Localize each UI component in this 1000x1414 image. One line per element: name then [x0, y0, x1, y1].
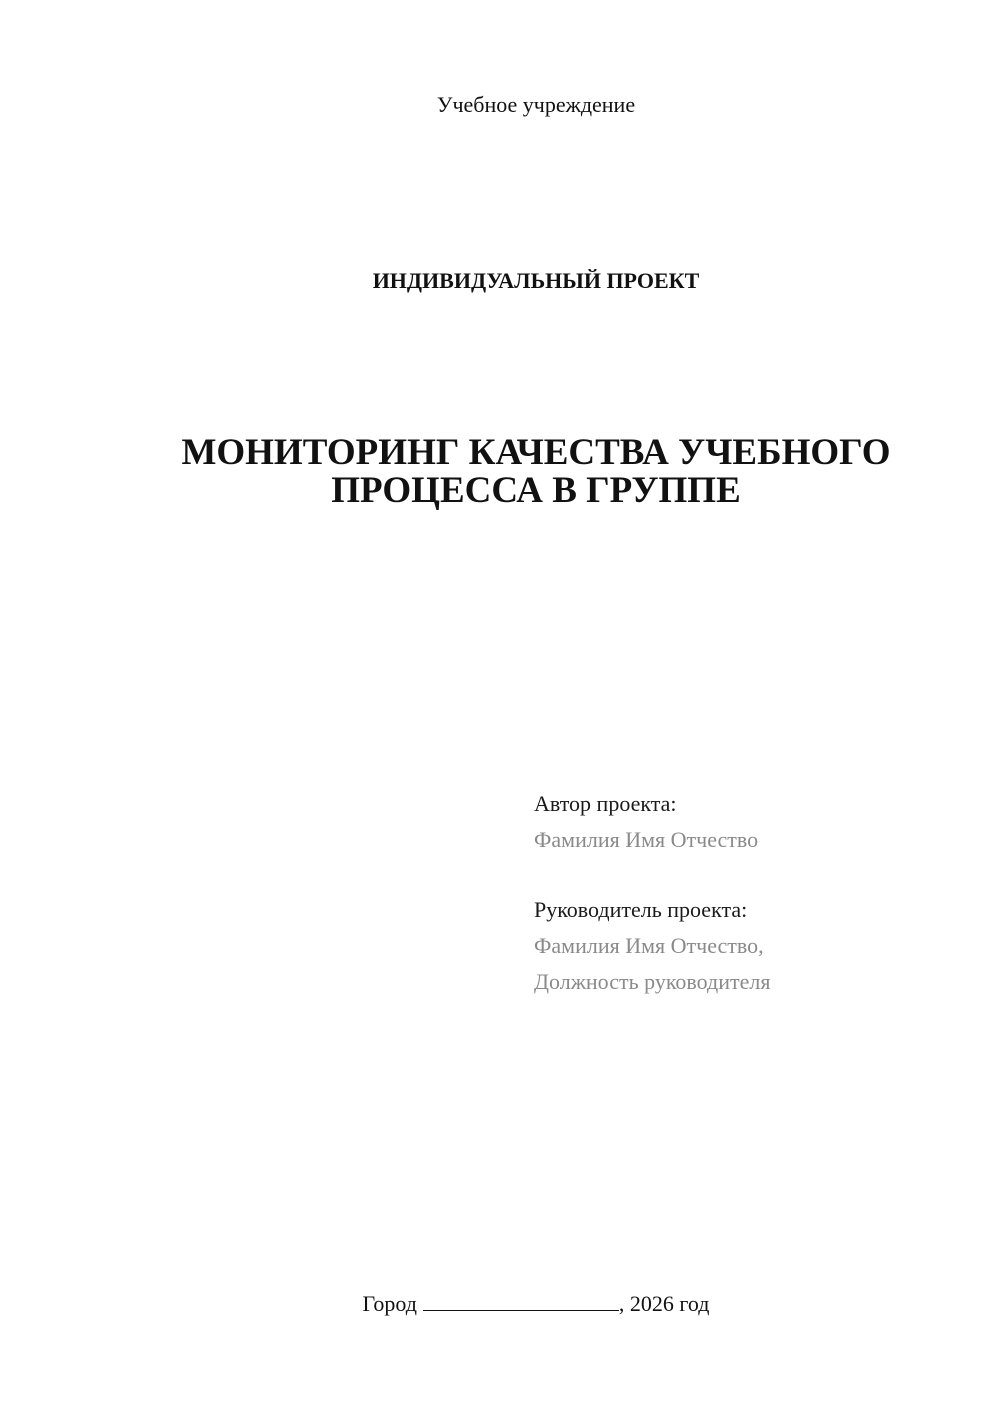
project-type-heading: ИНДИВИДУАЛЬНЫЙ ПРОЕКТ	[372, 268, 700, 293]
supervisor-name-placeholder: Фамилия Имя Отчество,	[534, 933, 764, 958]
footer-city-year	[0, 1290, 1000, 1317]
project-title-line-1: МОНИТОРИНГ КАЧЕСТВА УЧЕБНОГО	[181, 432, 891, 473]
project-title-line-2: ПРОЦЕССА В ГРУППЕ	[331, 470, 741, 511]
year-text: , 2026 год	[618, 1291, 710, 1316]
supervisor-label: Руководитель проекта:	[534, 897, 748, 922]
author-block	[534, 786, 758, 858]
city-blank-line	[423, 1290, 619, 1311]
project-title	[0, 434, 1000, 510]
author-name-placeholder: Фамилия Имя Отчество	[534, 827, 759, 852]
supervisor-block	[534, 892, 770, 1000]
supervisor-position-placeholder: Должность руководителя	[534, 969, 771, 994]
city-label: Город	[362, 1291, 417, 1316]
author-label: Автор проекта:	[534, 791, 677, 816]
institution-name: Учебное учреждение	[436, 92, 636, 117]
